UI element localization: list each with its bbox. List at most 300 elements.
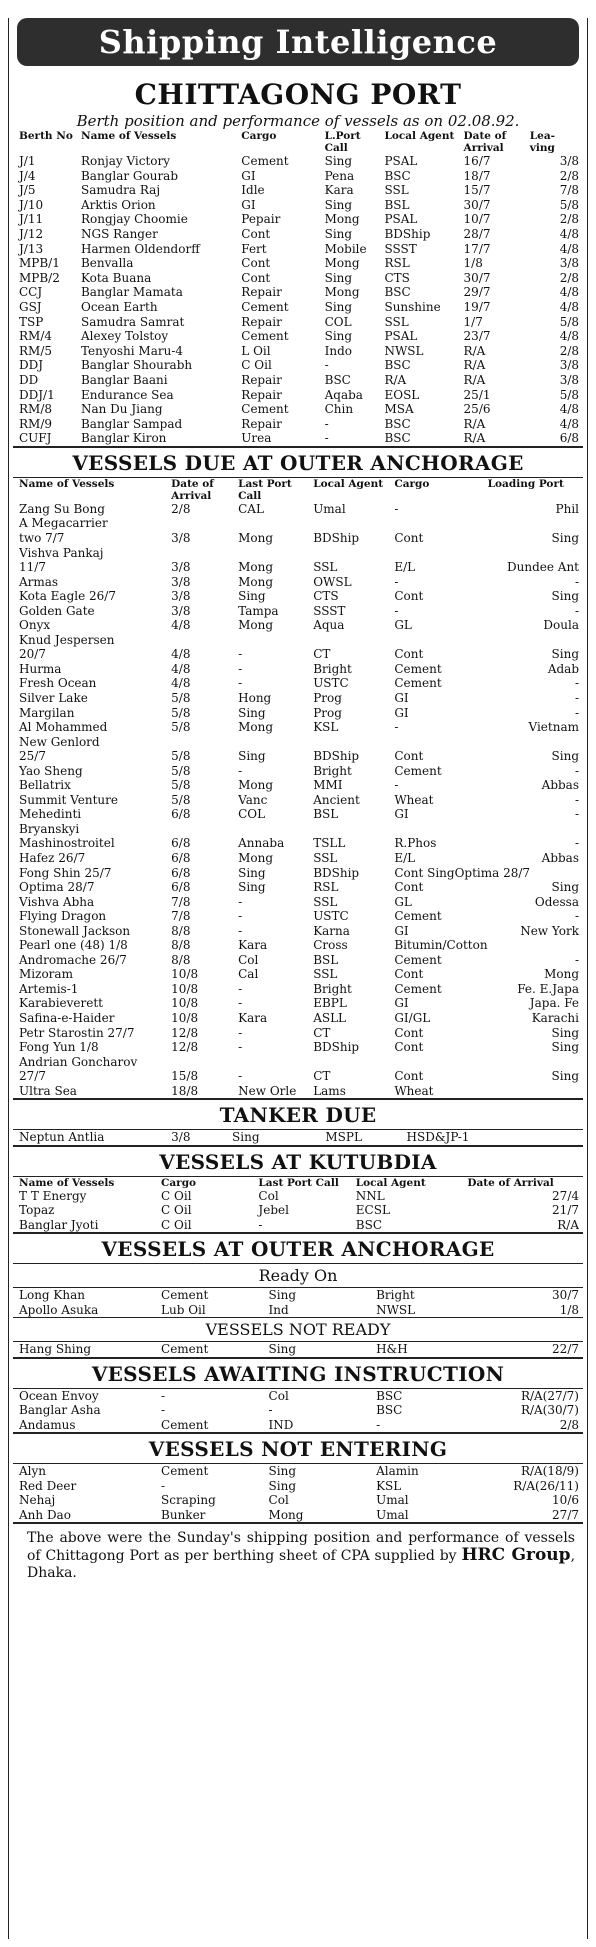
section-title-not-entering: VESSELS NOT ENTERING [148,1437,448,1462]
table-cell: Sing [268,1342,297,1357]
table-cell: 7/8 [559,183,579,198]
table-cell: 10/7 [463,212,491,227]
table-cell: Cement [394,676,442,691]
table-cell: KSL [376,1478,402,1493]
table-row [19,1040,579,1055]
table-cell: Cont [241,256,271,271]
table-row [19,676,579,691]
table-cell: Lams [313,1083,346,1098]
table-cell: GI [394,923,409,938]
table-cell: - [394,603,399,618]
table-cell: Sing [551,1025,579,1040]
table-cell: - [238,1040,243,1055]
table-cell: CTS [384,270,410,285]
table-cell: Kara [324,183,354,198]
table-cell: Col [258,1188,279,1203]
table-cell: Cement [161,1288,209,1303]
table-cell: Red Deer [19,1478,77,1493]
table-cell: New York [520,923,579,938]
table-cell: GI [394,705,409,720]
table-cell: Banglar Shourabh [80,358,193,373]
table-cell: 15/8 [171,1069,199,1084]
not-entering-table [19,1464,579,1522]
table-cell: Aqaba [324,387,363,402]
table-cell: Harmen Oldendorff [80,241,200,256]
table-cell: Sing [238,705,266,720]
table-cell: PSAL [384,154,418,168]
table-cell: 3/8 [559,372,579,387]
table-cell: Sing [551,530,579,545]
table-cell: C Oil [161,1203,192,1218]
table-cell: Sing [268,1478,297,1493]
table-cell: Mashinostroitel [19,836,115,851]
table-cell: Prog [313,705,342,720]
table-cell: TSP [19,314,44,329]
table-cell: Cont SingOptima 28/7 [394,865,531,880]
table-cell: 4/8 [559,226,579,241]
table-cell: Alexey Tolstoy [80,329,169,344]
table-cell: BSL [313,952,339,967]
table-cell [238,633,313,648]
table-cell: Zang Su Bong [19,501,105,516]
table-cell: 3/8 [171,560,191,575]
column-header: Cargo [241,130,277,142]
table-cell: - [238,676,243,691]
table-cell: 20/7 [19,647,46,662]
table-cell: J/11 [19,212,44,227]
table-row [19,183,579,198]
table-row [19,329,579,344]
table-cell: two 7/7 [19,530,65,545]
table-cell: Repair [241,416,282,431]
column-header: Local Agent [313,477,384,490]
table-row [19,633,579,648]
table-cell: Tampa [238,603,279,618]
table-cell: Cont [394,1025,424,1040]
table-cell: BSC [384,431,411,446]
table-cell: RM/9 [19,416,52,431]
table-cell: J/13 [19,241,44,256]
table-row [19,909,579,924]
table-cell: BSC [384,358,411,373]
table-cell: 8/8 [171,952,191,967]
table-cell: CT [313,647,331,662]
table-row [19,1055,579,1070]
table-cell [488,633,579,648]
table-cell [488,1055,579,1070]
table-row [19,1011,579,1026]
table-cell: CT [313,1069,331,1084]
table-cell: Sing [551,647,579,662]
table-cell: - [574,705,579,720]
table-cell: Jebel [258,1203,289,1218]
table-cell: Repair [241,372,282,387]
table-cell: Sing [551,1040,579,1055]
table-cell: BSC [384,168,411,183]
table-cell [488,938,579,953]
table-cell: 7/8 [171,909,191,924]
table-cell: NWSL [384,343,424,358]
table-row [19,1508,579,1523]
table-row [19,1464,579,1479]
table-cell: GSJ [19,299,42,314]
table-cell: - [394,778,399,793]
table-cell: Sing [268,1288,297,1303]
table-cell: 25/7 [19,749,46,764]
table-cell [394,735,487,750]
table-cell [488,1084,579,1099]
table-cell: Bright [313,763,352,778]
table-cell: 8/8 [171,938,191,953]
table-cell: Sing [238,880,266,895]
table-cell: Neptun Antlia [19,1130,105,1145]
table-cell: Benvalla [80,256,134,271]
table-cell: 5/8 [171,705,191,720]
table-cell: Mong [544,967,579,982]
table-cell: Abbas [541,851,579,865]
table-cell: Safina-e-Haider [19,1011,115,1026]
table-cell: - [238,661,243,676]
table-cell: Andromache 26/7 [19,952,127,967]
column-header: Last Port Call [258,1176,339,1189]
table-cell: 3/8 [171,603,191,618]
table-cell: - [574,807,579,822]
table-cell: 6/8 [559,431,579,446]
table-cell: Banglar Kiron [80,431,167,446]
table-cell: GL [394,894,412,909]
table-row [19,212,579,227]
table-cell: Cont [394,880,424,895]
table-cell [171,735,238,750]
table-cell: Ocean Envoy [19,1388,99,1403]
table-cell: Banglar Mamata [80,285,183,300]
table-row [19,880,579,895]
column-header: Local Agent [355,1176,426,1189]
table-cell: Cont [241,270,271,285]
table-cell: BSC [376,1403,403,1418]
table-cell: Cement [394,661,442,676]
table-cell: 10/8 [171,996,199,1011]
table-cell: Kota Eagle 26/7 [19,589,116,604]
table-cell: 4/8 [559,241,579,256]
table-cell: NWSL [376,1302,416,1317]
table-cell: ECSL [355,1203,390,1218]
table-cell: R/A(27/7) [520,1388,579,1403]
table-row [19,618,579,633]
table-cell: Artemis-1 [19,981,79,996]
table-cell: 3/8 [559,256,579,271]
table-cell: 25/6 [463,402,491,417]
table-cell: Cement [394,763,442,778]
table-cell: 17/7 [463,241,491,256]
table-cell: Repair [241,314,282,329]
table-row [19,560,579,575]
table-cell: SSL [384,314,409,329]
table-cell: Adab [547,661,579,676]
table-row [19,358,579,373]
table-cell [394,633,487,648]
table-cell: - [574,690,579,705]
table-cell: Cement [394,909,442,924]
table-cell: - [574,952,579,967]
table-cell: Bellatrix [19,778,71,793]
table-cell: 3/8 [171,1130,191,1145]
table-cell: TSLL [313,836,346,851]
table-row [19,1130,579,1145]
table-row [19,1342,579,1357]
table-cell: Alamin [376,1464,419,1479]
table-row [19,982,579,997]
table-cell: Mong [238,574,274,589]
table-cell: Mong [238,720,274,735]
table-cell: Cont [394,530,424,545]
table-row [19,242,579,257]
table-cell: Vishva Pankaj [19,545,104,560]
table-cell: 12/8 [171,1025,199,1040]
table-cell: New Orle [238,1083,297,1098]
table-cell: R/A(26/11) [513,1478,579,1493]
column-header: Last Port Call [238,477,292,502]
table-cell: - [161,1478,166,1493]
table-cell: 18/8 [171,1083,199,1098]
table-row [19,749,579,764]
table-cell: Col [238,952,259,967]
table-cell: Sunshine [384,299,441,314]
table-cell: E/L [394,560,416,575]
table-cell: Urea [241,431,272,446]
table-cell: Umal [313,501,346,516]
table-row [19,604,579,619]
table-cell: - [394,720,399,735]
table-cell: Samudra Raj [80,183,161,198]
table-cell: BDShip [384,226,431,241]
table-cell [171,516,238,531]
table-cell: 5/8 [171,749,191,764]
table-row [19,1403,579,1418]
table-cell [313,1055,394,1070]
table-cell [394,1055,487,1070]
table-cell: - [238,1069,243,1084]
table-cell: E/L [394,851,416,865]
column-header: Date of Arrival [467,1176,554,1189]
newspaper-column [8,18,588,1939]
table-cell: Margilan [19,705,75,720]
table-cell: Mong [268,1507,304,1522]
table-cell: Al Mohammed [19,720,108,735]
table-cell: SSL [313,560,338,575]
table-cell: Odessa [534,894,579,909]
table-cell: Cement [161,1417,209,1432]
footer-group: HRC Group [461,1545,571,1566]
banner: Shipping Intelligence [17,18,579,66]
table-cell: Lub Oil [161,1302,206,1317]
table-cell: Cont [394,1069,424,1084]
column-header: Name of Vessels [19,477,115,490]
table-cell: Aqua [313,618,345,633]
table-cell: Flying Dragon [19,909,107,924]
table-cell: Sing [551,589,579,604]
table-cell: - [238,1025,243,1040]
table-row [19,807,579,822]
table-cell: Kara [238,938,268,953]
table-cell: 4/8 [559,416,579,431]
table-cell: C Oil [161,1217,192,1232]
table-cell: Armas [19,574,59,589]
table-cell: Mong [324,212,360,227]
table-row [19,388,579,403]
table-cell: - [574,909,579,924]
table-cell: 5/8 [171,778,191,793]
table-cell: - [238,981,243,996]
table-cell: R/A [463,372,486,387]
table-row [19,300,579,315]
table-cell: Ultra Sea [19,1083,77,1098]
table-cell: J/4 [19,168,36,183]
table-cell: BDShip [313,1040,360,1055]
table-cell: Long Khan [19,1288,85,1303]
table-cell: Tenyoshi Maru-4 [80,343,184,358]
table-cell: Bright [313,661,352,676]
table-cell: BSL [384,197,410,212]
table-row [19,502,579,517]
table-cell: 10/6 [552,1493,579,1508]
table-cell: Summit Venture [19,792,118,807]
table-cell: GL [394,618,412,633]
table-cell: Banglar Sampad [80,416,183,431]
table-cell: 19/7 [463,299,491,314]
column-header: Berth No [19,130,73,142]
table-cell: Nan Du Jiang [80,402,163,417]
table-cell: Mong [324,256,360,271]
table-cell: Mong [238,560,274,575]
table-row [19,895,579,910]
table-cell: Doula [543,618,579,633]
table-cell [394,822,487,837]
table-row [19,344,579,359]
section-title-outer-anchorage: VESSELS AT OUTER ANCHORAGE [101,1237,495,1262]
table-cell: BSC [384,416,411,431]
table-cell: R/A(30/7) [520,1403,579,1418]
table-cell: PSAL [384,329,418,344]
table-cell: Banglar Asha [19,1403,101,1418]
table-row [19,851,579,866]
table-row [19,1303,579,1318]
not-ready-title: VESSELS NOT READY [205,1320,391,1340]
table-cell: - [268,1403,273,1418]
table-cell: 2/8 [559,270,579,285]
table-cell: Fresh Ocean [19,676,97,691]
table-cell: Cont [241,226,271,241]
table-row [19,531,579,546]
table-row [19,647,579,662]
table-cell: Kara [238,1011,268,1026]
table-cell: Karna [313,923,350,938]
table-cell: - [574,836,579,851]
table-cell: Samudra Samrat [80,314,185,329]
table-cell: SSST [384,241,417,256]
table-cell [394,546,487,561]
table-cell: OWSL [313,574,352,589]
table-row [19,662,579,677]
table-cell: Anh Dao [19,1507,71,1522]
table-cell: R/A [463,431,486,446]
table-row [19,373,579,388]
table-cell: Apollo Asuka [19,1302,99,1317]
table-cell: GI [241,168,256,183]
table-cell: - [574,574,579,589]
table-cell: 3/8 [171,589,191,604]
table-row [19,1288,579,1303]
table-cell: Ronjay Victory [80,154,171,168]
table-cell: 16/7 [463,154,491,168]
table-cell: 21/7 [552,1203,579,1218]
port-title: CHITTAGONG PORT [134,78,462,111]
table-row [19,271,579,286]
table-cell: DD [19,372,39,387]
table-cell: Indo [324,343,352,358]
table-cell: - [258,1217,263,1232]
table-cell: RSL [384,256,410,271]
table-cell: Prog [313,690,342,705]
table-cell: Cement [394,981,442,996]
column-header: Loading Port [487,477,564,490]
table-cell: Knud Jespersen [19,632,115,647]
table-cell: 27/7 [552,1507,579,1522]
table-cell: Annaba [238,836,285,851]
table-cell: Wheat [394,792,434,807]
table-cell: 4/8 [171,661,191,676]
table-cell: 30/7 [463,270,491,285]
table-cell: Col [268,1493,289,1508]
table-row [19,256,579,271]
table-cell: SSL [313,851,338,865]
table-row [19,953,579,968]
table-cell: Cement [241,329,289,344]
table-row [19,1218,579,1233]
table-cell: Optima 28/7 [19,880,95,895]
footer-text: The above were the Sunday's shipping position and performance of vessels of Chittagong Port as per berthing sheet of CPA supplied by [27,1530,575,1565]
table-cell: CTS [313,589,339,604]
table-cell: 28/7 [463,226,491,241]
section-title-outer-due: VESSELS DUE AT OUTER ANCHORAGE [72,450,524,475]
table-cell: - [324,431,329,446]
table-cell: EBPL [313,996,347,1011]
table-cell: Mobile [324,241,367,256]
table-cell: 10/8 [171,981,199,996]
table-cell: 3/8 [171,574,191,589]
table-cell [238,1055,313,1070]
table-cell: Petr Starostin 27/7 [19,1025,135,1040]
table-cell: Topaz [19,1203,55,1218]
table-cell [488,822,579,837]
table-cell: Cement [241,154,289,168]
table-cell: BSC [376,1388,403,1403]
table-cell: J/12 [19,226,44,241]
table-row [19,516,579,531]
table-cell: 5/8 [559,387,579,402]
table-cell: Cont [394,647,424,662]
table-row [19,706,579,721]
table-cell: 27/4 [552,1188,579,1203]
table-header-row [19,130,579,154]
table-cell: Cont [394,1040,424,1055]
table-cell: - [376,1417,381,1432]
table-cell: USTC [313,676,349,691]
table-cell: Silver Lake [19,690,88,705]
awaiting-table [19,1389,579,1433]
table-cell: 6/8 [171,807,191,822]
table-cell: BDShip [313,530,360,545]
